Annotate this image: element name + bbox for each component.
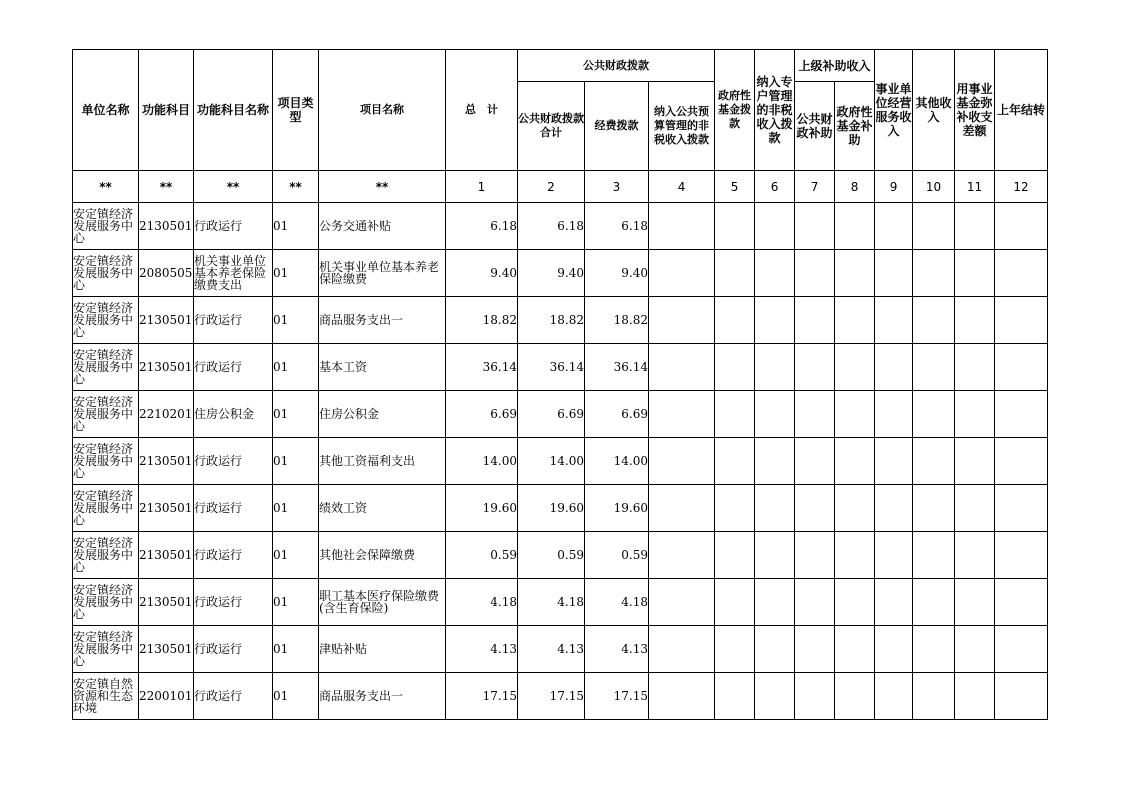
empty-cell bbox=[913, 626, 955, 673]
empty-cell bbox=[835, 344, 875, 391]
table-row bbox=[73, 485, 1048, 532]
public-finance-total-cell: 0.59 bbox=[518, 532, 585, 579]
table-row bbox=[73, 250, 1048, 297]
empty-cell bbox=[995, 626, 1048, 673]
func-code-cell: 2080505 bbox=[139, 250, 194, 297]
index-cell: 5 bbox=[715, 171, 755, 203]
header-gov-fund-subsidy: 政府性基金补助 bbox=[835, 82, 875, 171]
operating-funds-cell: 36.14 bbox=[585, 344, 649, 391]
total-cell: 6.18 bbox=[446, 203, 518, 250]
empty-cell bbox=[715, 673, 755, 720]
unit-name-cell: 安定镇经济发展服务中心 bbox=[73, 626, 139, 673]
project-name-cell: 津贴补贴 bbox=[319, 626, 446, 673]
func-code-cell: 2210201 bbox=[139, 391, 194, 438]
index-cell: 4 bbox=[649, 171, 715, 203]
header-public-finance-subsidy: 公共财政补助 bbox=[795, 82, 835, 171]
header-fund-balance: 用事业基金弥补收支差额 bbox=[955, 50, 995, 171]
empty-cell bbox=[913, 250, 955, 297]
header-project-name: 项目名称 bbox=[319, 50, 446, 171]
project-name-cell: 公务交通补贴 bbox=[319, 203, 446, 250]
empty-cell bbox=[835, 250, 875, 297]
empty-cell bbox=[955, 297, 995, 344]
empty-cell bbox=[755, 250, 795, 297]
func-name-cell: 行政运行 bbox=[194, 203, 273, 250]
empty-cell bbox=[755, 532, 795, 579]
empty-cell bbox=[995, 297, 1048, 344]
empty-cell bbox=[913, 532, 955, 579]
table-row bbox=[73, 344, 1048, 391]
public-finance-total-cell: 6.69 bbox=[518, 391, 585, 438]
total-cell: 36.14 bbox=[446, 344, 518, 391]
project-type-cell: 01 bbox=[273, 579, 319, 626]
project-type-cell: 01 bbox=[273, 438, 319, 485]
func-name-cell: 行政运行 bbox=[194, 485, 273, 532]
operating-funds-cell: 14.00 bbox=[585, 438, 649, 485]
project-type-cell: 01 bbox=[273, 203, 319, 250]
empty-cell bbox=[795, 626, 835, 673]
project-type-cell: 01 bbox=[273, 391, 319, 438]
header-public-finance: 公共财政拨款 bbox=[518, 50, 715, 82]
index-cell: 6 bbox=[755, 171, 795, 203]
project-name-cell: 商品服务支出一 bbox=[319, 297, 446, 344]
empty-cell bbox=[755, 579, 795, 626]
public-finance-total-cell: 9.40 bbox=[518, 250, 585, 297]
empty-cell bbox=[715, 297, 755, 344]
total-cell: 14.00 bbox=[446, 438, 518, 485]
operating-funds-cell: 4.13 bbox=[585, 626, 649, 673]
empty-cell bbox=[875, 344, 913, 391]
table-row bbox=[73, 532, 1048, 579]
project-type-cell: 01 bbox=[273, 673, 319, 720]
empty-cell bbox=[715, 391, 755, 438]
empty-cell bbox=[955, 203, 995, 250]
index-row bbox=[73, 171, 1048, 203]
empty-cell bbox=[835, 626, 875, 673]
empty-cell bbox=[755, 626, 795, 673]
unit-name-cell: 安定镇经济发展服务中心 bbox=[73, 438, 139, 485]
empty-cell bbox=[795, 203, 835, 250]
public-finance-total-cell: 14.00 bbox=[518, 438, 585, 485]
empty-cell bbox=[995, 532, 1048, 579]
index-cell: ** bbox=[139, 171, 194, 203]
empty-cell bbox=[795, 391, 835, 438]
header-public-finance-total: 公共财政拨款合计 bbox=[518, 82, 585, 171]
func-name-cell: 行政运行 bbox=[194, 626, 273, 673]
func-name-cell: 行政运行 bbox=[194, 344, 273, 391]
empty-cell bbox=[715, 485, 755, 532]
index-cell: 9 bbox=[875, 171, 913, 203]
header-special-non-tax: 纳入专户管理的非税收入拨款 bbox=[755, 50, 795, 171]
empty-cell bbox=[955, 344, 995, 391]
project-type-cell: 01 bbox=[273, 344, 319, 391]
func-name-cell: 行政运行 bbox=[194, 579, 273, 626]
empty-cell bbox=[649, 626, 715, 673]
empty-cell bbox=[995, 203, 1048, 250]
empty-cell bbox=[955, 532, 995, 579]
empty-cell bbox=[649, 673, 715, 720]
operating-funds-cell: 6.69 bbox=[585, 391, 649, 438]
func-code-cell: 2200101 bbox=[139, 673, 194, 720]
empty-cell bbox=[955, 673, 995, 720]
func-code-cell: 2130501 bbox=[139, 579, 194, 626]
func-name-cell: 行政运行 bbox=[194, 297, 273, 344]
empty-cell bbox=[835, 391, 875, 438]
empty-cell bbox=[875, 579, 913, 626]
empty-cell bbox=[913, 203, 955, 250]
empty-cell bbox=[913, 438, 955, 485]
total-cell: 4.13 bbox=[446, 626, 518, 673]
index-cell: 7 bbox=[795, 171, 835, 203]
empty-cell bbox=[795, 250, 835, 297]
public-finance-total-cell: 18.82 bbox=[518, 297, 585, 344]
empty-cell bbox=[875, 250, 913, 297]
project-name-cell: 其他社会保障缴费 bbox=[319, 532, 446, 579]
empty-cell bbox=[649, 485, 715, 532]
func-code-cell: 2130501 bbox=[139, 344, 194, 391]
func-code-cell: 2130501 bbox=[139, 203, 194, 250]
project-type-cell: 01 bbox=[273, 485, 319, 532]
project-type-cell: 01 bbox=[273, 626, 319, 673]
operating-funds-cell: 4.18 bbox=[585, 579, 649, 626]
empty-cell bbox=[715, 579, 755, 626]
empty-cell bbox=[875, 673, 913, 720]
project-name-cell: 住房公积金 bbox=[319, 391, 446, 438]
empty-cell bbox=[715, 438, 755, 485]
empty-cell bbox=[795, 579, 835, 626]
header-non-tax-budget: 纳入公共预算管理的非税收入拨款 bbox=[649, 82, 715, 171]
empty-cell bbox=[955, 485, 995, 532]
empty-cell bbox=[649, 532, 715, 579]
empty-cell bbox=[875, 438, 913, 485]
empty-cell bbox=[913, 344, 955, 391]
empty-cell bbox=[875, 626, 913, 673]
table-row bbox=[73, 626, 1048, 673]
empty-cell bbox=[995, 344, 1048, 391]
public-finance-total-cell: 4.13 bbox=[518, 626, 585, 673]
func-name-cell: 住房公积金 bbox=[194, 391, 273, 438]
project-name-cell: 职工基本医疗保险缴费(含生育保险) bbox=[319, 579, 446, 626]
empty-cell bbox=[795, 532, 835, 579]
project-name-cell: 机关事业单位基本养老保险缴费 bbox=[319, 250, 446, 297]
func-code-cell: 2130501 bbox=[139, 626, 194, 673]
table-row bbox=[73, 297, 1048, 344]
empty-cell bbox=[995, 673, 1048, 720]
empty-cell bbox=[875, 532, 913, 579]
empty-cell bbox=[995, 250, 1048, 297]
empty-cell bbox=[835, 203, 875, 250]
header-higher-subsidy: 上级补助收入 bbox=[795, 50, 875, 82]
empty-cell bbox=[649, 579, 715, 626]
empty-cell bbox=[649, 391, 715, 438]
empty-cell bbox=[715, 203, 755, 250]
total-cell: 17.15 bbox=[446, 673, 518, 720]
header-other-income: 其他收入 bbox=[913, 50, 955, 171]
empty-cell bbox=[955, 250, 995, 297]
empty-cell bbox=[955, 626, 995, 673]
header-func-subject-name: 功能科目名称 bbox=[194, 50, 273, 171]
project-type-cell: 01 bbox=[273, 250, 319, 297]
unit-name-cell: 安定镇经济发展服务中心 bbox=[73, 532, 139, 579]
public-finance-total-cell: 4.18 bbox=[518, 579, 585, 626]
operating-funds-cell: 19.60 bbox=[585, 485, 649, 532]
index-cell: 12 bbox=[995, 171, 1048, 203]
empty-cell bbox=[995, 438, 1048, 485]
table-row bbox=[73, 673, 1048, 720]
header-business-income: 事业单位经营服务收入 bbox=[875, 50, 913, 171]
header-gov-fund: 政府性基金拨款 bbox=[715, 50, 755, 171]
index-cell: ** bbox=[319, 171, 446, 203]
empty-cell bbox=[875, 203, 913, 250]
unit-name-cell: 安定镇经济发展服务中心 bbox=[73, 344, 139, 391]
index-cell: 2 bbox=[518, 171, 585, 203]
empty-cell bbox=[875, 485, 913, 532]
total-cell: 6.69 bbox=[446, 391, 518, 438]
index-cell: 3 bbox=[585, 171, 649, 203]
empty-cell bbox=[795, 673, 835, 720]
project-name-cell: 其他工资福利支出 bbox=[319, 438, 446, 485]
public-finance-total-cell: 36.14 bbox=[518, 344, 585, 391]
empty-cell bbox=[715, 344, 755, 391]
operating-funds-cell: 17.15 bbox=[585, 673, 649, 720]
header-operating-funds: 经费拨款 bbox=[585, 82, 649, 171]
empty-cell bbox=[835, 297, 875, 344]
empty-cell bbox=[955, 438, 995, 485]
empty-cell bbox=[755, 438, 795, 485]
unit-name-cell: 安定镇经济发展服务中心 bbox=[73, 485, 139, 532]
empty-cell bbox=[875, 391, 913, 438]
empty-cell bbox=[755, 485, 795, 532]
empty-cell bbox=[913, 485, 955, 532]
public-finance-total-cell: 17.15 bbox=[518, 673, 585, 720]
empty-cell bbox=[649, 250, 715, 297]
func-code-cell: 2130501 bbox=[139, 485, 194, 532]
empty-cell bbox=[955, 391, 995, 438]
total-cell: 18.82 bbox=[446, 297, 518, 344]
func-name-cell: 行政运行 bbox=[194, 438, 273, 485]
table-row bbox=[73, 579, 1048, 626]
operating-funds-cell: 6.18 bbox=[585, 203, 649, 250]
empty-cell bbox=[875, 297, 913, 344]
func-code-cell: 2130501 bbox=[139, 438, 194, 485]
table-row bbox=[73, 438, 1048, 485]
unit-name-cell: 安定镇自然资源和生态环境 bbox=[73, 673, 139, 720]
empty-cell bbox=[995, 579, 1048, 626]
empty-cell bbox=[715, 626, 755, 673]
index-cell: ** bbox=[73, 171, 139, 203]
empty-cell bbox=[795, 297, 835, 344]
total-cell: 4.18 bbox=[446, 579, 518, 626]
empty-cell bbox=[755, 203, 795, 250]
index-cell: 1 bbox=[446, 171, 518, 203]
empty-cell bbox=[995, 485, 1048, 532]
unit-name-cell: 安定镇经济发展服务中心 bbox=[73, 579, 139, 626]
empty-cell bbox=[835, 438, 875, 485]
total-cell: 19.60 bbox=[446, 485, 518, 532]
unit-name-cell: 安定镇经济发展服务中心 bbox=[73, 391, 139, 438]
header-project-type: 项目类型 bbox=[273, 50, 319, 171]
total-cell: 0.59 bbox=[446, 532, 518, 579]
index-cell: 10 bbox=[913, 171, 955, 203]
operating-funds-cell: 9.40 bbox=[585, 250, 649, 297]
empty-cell bbox=[835, 532, 875, 579]
operating-funds-cell: 0.59 bbox=[585, 532, 649, 579]
empty-cell bbox=[835, 673, 875, 720]
empty-cell bbox=[649, 297, 715, 344]
func-code-cell: 2130501 bbox=[139, 297, 194, 344]
index-cell: 8 bbox=[835, 171, 875, 203]
project-name-cell: 商品服务支出一 bbox=[319, 673, 446, 720]
public-finance-total-cell: 19.60 bbox=[518, 485, 585, 532]
unit-name-cell: 安定镇经济发展服务中心 bbox=[73, 250, 139, 297]
header-total: 总 计 bbox=[446, 50, 518, 171]
empty-cell bbox=[835, 579, 875, 626]
empty-cell bbox=[913, 297, 955, 344]
index-cell: ** bbox=[194, 171, 273, 203]
empty-cell bbox=[649, 203, 715, 250]
table-row bbox=[73, 203, 1048, 250]
empty-cell bbox=[755, 673, 795, 720]
project-type-cell: 01 bbox=[273, 532, 319, 579]
func-name-cell: 行政运行 bbox=[194, 532, 273, 579]
empty-cell bbox=[755, 297, 795, 344]
empty-cell bbox=[649, 438, 715, 485]
project-name-cell: 绩效工资 bbox=[319, 485, 446, 532]
index-cell: 11 bbox=[955, 171, 995, 203]
empty-cell bbox=[835, 485, 875, 532]
project-type-cell: 01 bbox=[273, 297, 319, 344]
empty-cell bbox=[715, 250, 755, 297]
header-unit-name: 单位名称 bbox=[73, 50, 139, 171]
header-carryover: 上年结转 bbox=[995, 50, 1048, 171]
unit-name-cell: 安定镇经济发展服务中心 bbox=[73, 203, 139, 250]
empty-cell bbox=[795, 438, 835, 485]
empty-cell bbox=[913, 673, 955, 720]
total-cell: 9.40 bbox=[446, 250, 518, 297]
func-name-cell: 机关事业单位基本养老保险缴费支出 bbox=[194, 250, 273, 297]
func-code-cell: 2130501 bbox=[139, 532, 194, 579]
empty-cell bbox=[795, 344, 835, 391]
empty-cell bbox=[649, 344, 715, 391]
table-row bbox=[73, 391, 1048, 438]
empty-cell bbox=[755, 344, 795, 391]
public-finance-total-cell: 6.18 bbox=[518, 203, 585, 250]
operating-funds-cell: 18.82 bbox=[585, 297, 649, 344]
empty-cell bbox=[955, 579, 995, 626]
empty-cell bbox=[795, 485, 835, 532]
empty-cell bbox=[913, 391, 955, 438]
header-func-subject: 功能科目 bbox=[139, 50, 194, 171]
func-name-cell: 行政运行 bbox=[194, 673, 273, 720]
budget-table bbox=[72, 49, 1048, 720]
empty-cell bbox=[715, 532, 755, 579]
index-cell: ** bbox=[273, 171, 319, 203]
unit-name-cell: 安定镇经济发展服务中心 bbox=[73, 297, 139, 344]
empty-cell bbox=[755, 391, 795, 438]
empty-cell bbox=[995, 391, 1048, 438]
project-name-cell: 基本工资 bbox=[319, 344, 446, 391]
table-body bbox=[73, 171, 1048, 720]
empty-cell bbox=[913, 579, 955, 626]
